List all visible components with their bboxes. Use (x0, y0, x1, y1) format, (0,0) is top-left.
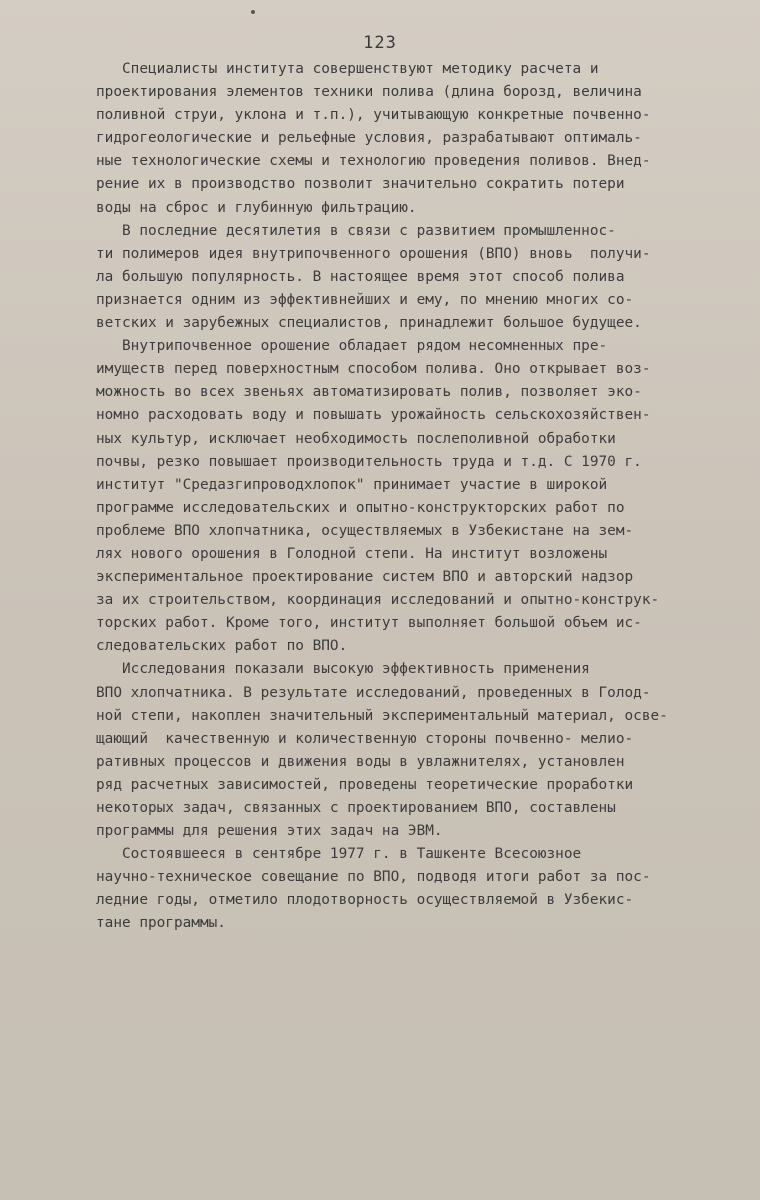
text-line: проблеме ВПО хлопчатника, осуществляемых в Узбекистане на зем- (96, 522, 634, 539)
text-line: Внутрипочвенное орошение обладает рядом несомненных пре- (96, 338, 608, 355)
body-text (96, 58, 706, 936)
text-line: ветских и зарубежных специалистов, принадлежит большое будущее. (96, 315, 642, 332)
text-line: научно-техническое совещание по ВПО, подводя итоги работ за пос- (96, 869, 651, 886)
text-line: ной степи, накоплен значительный экспериментальный материал, осве- (96, 707, 668, 724)
text-line: ные технологические схемы и технологию проведения поливов. Внед- (96, 153, 651, 170)
text-line: поливной струи, уклона и т.п.), учитывающую конкретные почвенно- (96, 107, 651, 124)
text-line: программы для решения этих задач на ЭВМ. (96, 823, 443, 840)
text-line: институт "Средазгипроводхлопок" принимает участие в широкой (96, 476, 608, 493)
text-line: некоторых задач, связанных с проектированием ВПО, составлены (96, 800, 616, 816)
text-line: признается одним из эффективнейших и ему, по мнению многих со- (96, 291, 634, 308)
text-line: проектирования элементов техники полива (длина борозд, величина (96, 84, 642, 101)
text-line: воды на сброс и глубинную фильтрацию. (96, 199, 417, 216)
text-line: ряд расчетных зависимостей, проведены теоретические проработки (96, 776, 634, 793)
text-line: экспериментальное проектирование систем ВПО и авторский надзор (96, 569, 634, 586)
text-line: В последние десятилетия в связи с развитием промышленнос- (96, 222, 616, 239)
text-line: за их строительством, координация исследований и опытно-конструк- (96, 592, 660, 609)
text-line: номно расходовать воду и повышать урожайность сельскохозяйствен- (96, 407, 651, 424)
text-line: почвы, резко повышает производительность труда и т.д. С 1970 г. (96, 453, 642, 470)
text-line: ративных процессов и движения воды в увлажнителях, установлен (96, 753, 625, 770)
text-line: Состоявшееся в сентябре 1977 г. в Ташкенте Всесоюзное (96, 846, 582, 863)
text-line: Исследования показали высокую эффективность применения (96, 661, 590, 678)
page-number: 123 (363, 33, 397, 53)
ink-dot (251, 10, 255, 14)
text-line: гидрогеологические и рельефные условия, разрабатывают оптималь- (96, 130, 642, 147)
text-line: торских работ. Кроме того, институт выполняет большой объем ис- (96, 615, 642, 632)
text-line: программе исследовательских и опытно-конструкторских работ по (96, 499, 625, 516)
text-line: ла большую популярность. В настоящее время этот способ полива (96, 268, 625, 285)
text-line: Специалисты института совершенствуют методику расчета и (96, 61, 599, 77)
text-line: можность во всех звеньях автоматизировать полив, позволяет эко- (96, 384, 642, 401)
text-line: ледние годы, отметило плодотворность осуществляемой в Узбекис- (96, 892, 634, 909)
text-line: щающий качественную и количественную стороны почвенно- мелио- (96, 730, 634, 747)
text-line: ВПО хлопчатника. В результате исследований, проведенных в Голод- (96, 684, 651, 701)
text-line: следовательских работ по ВПО. (96, 638, 348, 655)
text-line: ти полимеров идея внутрипочвенного орошения (ВПО) вновь получи- (96, 245, 651, 262)
text-line: тане программы. (96, 915, 226, 932)
text-line: ных культур, исключает необходимость послеполивной обработки (96, 430, 616, 447)
text-line: лях нового орошения в Голодной степи. На институт возложены (96, 545, 608, 562)
text-line: рение их в производство позволит значительно сократить потери (96, 176, 625, 193)
text-line: имуществ перед поверхностным способом полива. Оно открывает воз- (96, 361, 651, 378)
